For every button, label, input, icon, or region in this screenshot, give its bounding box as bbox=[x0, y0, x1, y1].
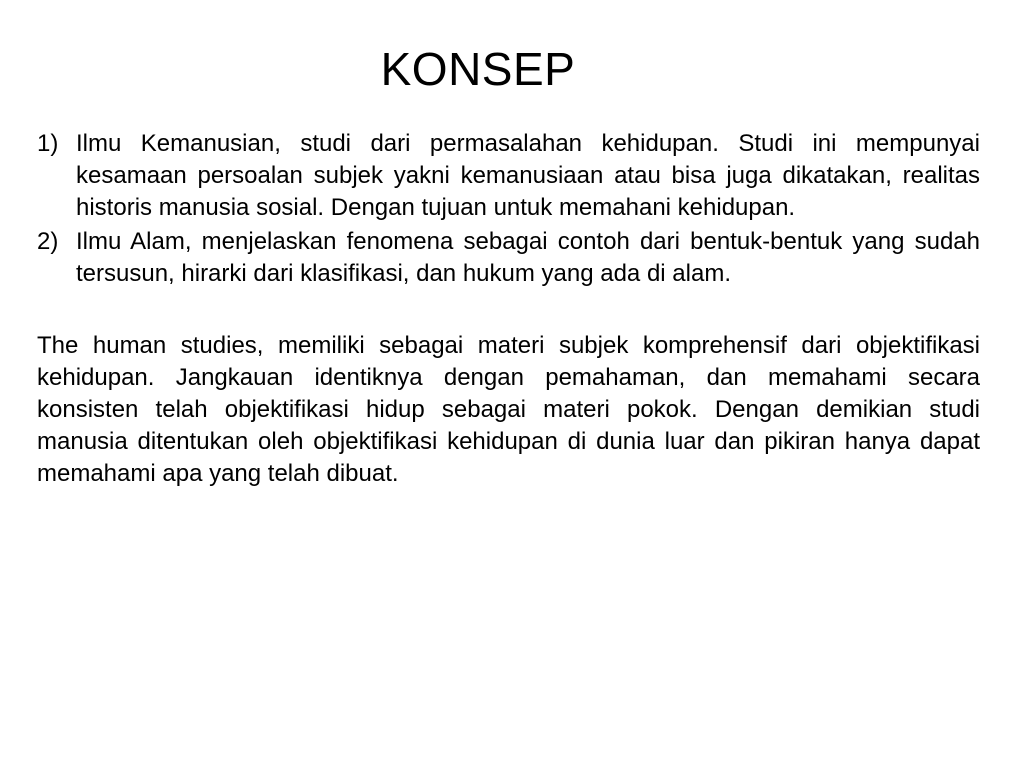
numbered-list bbox=[37, 128, 980, 290]
list-item-text: Ilmu Alam, menjelaskan fenomena sebagai contoh dari bentuk-bentuk yang sudah tersusun, hirarki dari klasifikasi, dan hukum yang ada di alam. bbox=[76, 228, 980, 287]
body-paragraph: The human studies, memiliki sebagai materi subjek komprehensif dari objektifikasi kehidupan. Jangkauan identiknya dengan pemahaman, dan memahami secara konsisten telah objektifikasi hidup sebagai materi pokok. Dengan demikian studi manusia ditentukan oleh objektifikasi kehidupan di dunia luar dan pikiran hanya dapat memahami apa yang telah dibuat. bbox=[37, 332, 980, 487]
list-item bbox=[37, 128, 980, 224]
list-item-text: Ilmu Kemanusian, studi dari permasalahan kehidupan. Studi ini mempunyai kesamaan persoalan subjek yakni kemanusiaan atau bisa juga dikatakan, realitas historis manusia sosial. Dengan tujuan untuk memahani kehidupan. bbox=[76, 130, 980, 221]
slide-content bbox=[37, 128, 980, 490]
list-item bbox=[37, 226, 980, 290]
slide-title: KONSEP bbox=[380, 43, 576, 95]
list-item-number: 2) bbox=[37, 228, 59, 255]
list-item-number: 1) bbox=[37, 130, 59, 157]
